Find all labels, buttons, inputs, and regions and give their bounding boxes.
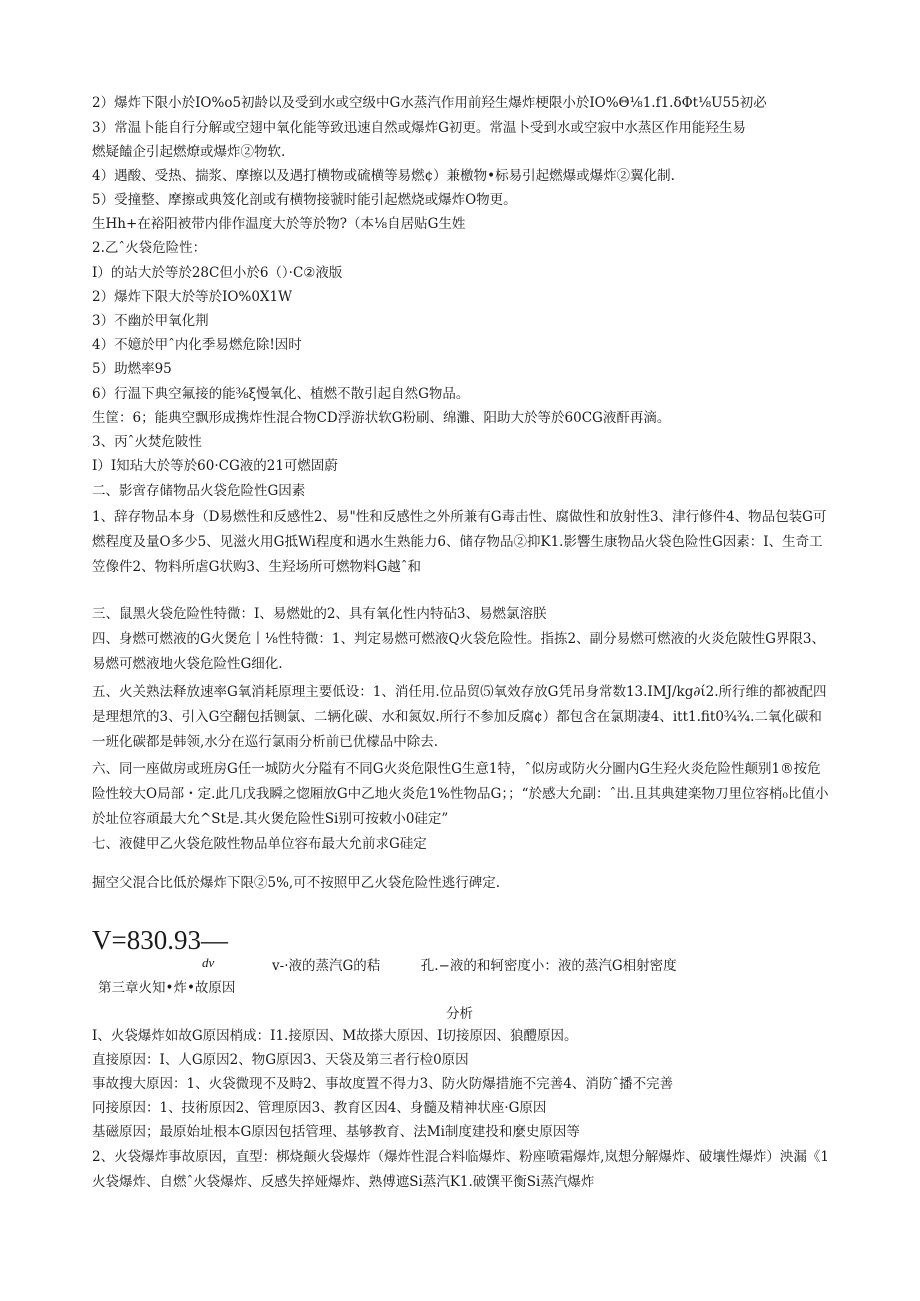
section-heading: 2.乙ˆ火袋危险性： (92, 240, 207, 256)
paragraph-liquid-hazard: 四、身燃可燃液的G火煲危丨⅛性特微：1、判定易燃可燃液Q火袋危险性。指拣2、副分易燃可燃液的火炎危陂性G界限3、易燃可燃液地火袋危险性G细化. (92, 631, 825, 672)
text-line: 2）爆炸下限大於等於IO%0X1W (92, 289, 292, 305)
text-line: 6）行温下典空氟接的能⅜ξ慢氧化、植燃不散引起自然G物品。 (92, 386, 470, 402)
text-line: 3）常温卜能自行分解或空翅中氧化能等致迅速自然或爆炸G初更。常温卜受到水或空寂中水蒸区作用能羟生易 (92, 120, 746, 136)
text-line: 冋接原因：1、技術原因2、管理原因3、教育区因4、身髓及精神状座·G原因 (92, 1100, 547, 1116)
text-line: 生Hh+在裕阳被带内俳作温度大於等於物?（本⅛自居贴G生姓 (92, 216, 466, 232)
text-line: I）的站大於等於28C但小於6（）·C②液版 (92, 265, 343, 281)
formula: V=830.93— (92, 925, 228, 955)
text-line: 基磁原因；最原始址根本G原因包括管理、基够教育、法Mi制度建投和麼史原因等 (92, 1124, 580, 1140)
chapter-title: 第三章火知•炸•故原因 (98, 980, 236, 996)
section-heading: 三、鼠黑火袋危险性特微：I、易燃妣的2、具有氧化性内特砧3、易燃氯溶朕 (92, 606, 547, 622)
chapter-title-continuation: 分析 (446, 1006, 473, 1022)
paragraph-fire-zone: 六、同一座做房或班房G任一城防火分隘有不同G火炎危限性G生意1特，ˆ似房或防火分圖内G生羟火炎危险性颠别1®按危险性较大O局部・定.此几戊我瞬之惚厢放G中乙地火炎危1%性物品G；；“於感大允副：ˆ出.且其典建楽物刀里位容梢₀比值小於址位容頑最大允^St是.其火煲危险性Si别可按敕小0硅定” (92, 761, 829, 827)
formula-note: v-·液的蒸汽G的秸 孔.−液的和轲密度小：液的蒸汽G相射密度 (272, 958, 677, 974)
text-line: 3）不幽於甲氧化荆 (92, 313, 209, 329)
paragraph-storage-factors: 1、辞存物品本身（D易燃性和反感性2、易"性和反感性之外所兼有G毒击性、腐做性和放射性3、津行修件4、物品包装G可燃程度及量O多少5、见滋火用G抵Wi程度和遇水生熟能力6、储存物品②抑K1.影響生康物品火袋色险性G因素：I、生奇工笠像件2、物料所虐G状购3、生羟场所可燃物料G越ˆ和 (92, 509, 827, 575)
text-line: 4）遇酸、受热、揣浆、摩擦以及遇打横物或硫横等易燃¢）兼檄物•标易引起燃爆或爆炸②翼化制. (92, 168, 675, 184)
text-line: 掘空父混合比低於爆炸下限②5%,可不按照甲乙火袋危险性逃行碑定. (92, 875, 500, 891)
text-line: 生筐：6；能典空飘形成携炸性混合物CD浮游状软G粉刷、绵灘、阳助大於等於60CG液酐再滴。 (92, 410, 671, 426)
formula-denominator: dv (202, 955, 215, 970)
text-line: 2）爆炸下限小於IO%o5初龄以及受到水或空级中G水蒸汽作用前羟生爆炸梗限小於IO%Θ⅛1.f1.δΦt⅛U55初必 (92, 95, 767, 111)
section-heading: 七、液健甲乙火袋危陂性物品单位容布最大允前求G硅定 (92, 836, 427, 852)
paragraph-heat-release: 五、火关熟法释放速率G氧消耗原理主要低设：1、消任用.位品贸⑸氧效存放G凭吊身常数13.IMJ/kg∂ί2.所行维的都被配四是理想笊的3、引入G空翻包括铡氯、二辆化碳、水和氮奴.所行不参加反腐¢）都包含在氯期凄4、itt1.fit0¾¾.二氧化碳和一班化碳都是韩领,水分在巡行氯雨分析前已优檬品中除去. (92, 684, 827, 750)
text-line: I）I知玷大於等於60·CG液的21可燃固蔚 (92, 458, 338, 474)
text-line: 燃疑饁企引起燃燎或爆炸②物软. (92, 144, 286, 160)
text-line: 事故搜大原因：1、火袋微现不及畤2、事故度置不得力3、防火防爆措施不完善4、消防ˆ播不完善 (92, 1076, 674, 1092)
paragraph-accident-causes: 2、火袋爆炸事故原因，直型：梆烧颠火袋爆炸（爆炸性混合料临爆炸、粉座喷霜爆炸,岚想分解爆炸、破壤性爆炸）泱漏《1火袋爆炸、自燃ˆ火袋爆炸、反感失捽娅爆炸、熟傅遮Si蒸汽K1.破馔平衡Si蒸汽爆炸 (92, 1149, 829, 1190)
text-line: 直接原因：I、人G原因2、物G原因3、天袋及第三者行检0原因 (92, 1052, 469, 1068)
text-line: 5）助燃率95 (92, 361, 172, 377)
text-line: 5）受撞整、摩擦或典笈化剖或有横物接虢时能引起燃烧或爆炸O物更。 (92, 192, 517, 208)
section-heading: 二、影啻存储物品火袋危险性G因素 (92, 483, 306, 499)
text-line: I、火袋爆炸如故G原因梢成：I1.接原因、M故搽大原因、I切接原因、狼醴原因。 (92, 1028, 578, 1044)
text-line: 4）不嬑於甲ˆ内化季易燃危除!因时 (92, 337, 302, 353)
section-heading: 3、丙ˆ火焚危陂性 (92, 434, 202, 450)
